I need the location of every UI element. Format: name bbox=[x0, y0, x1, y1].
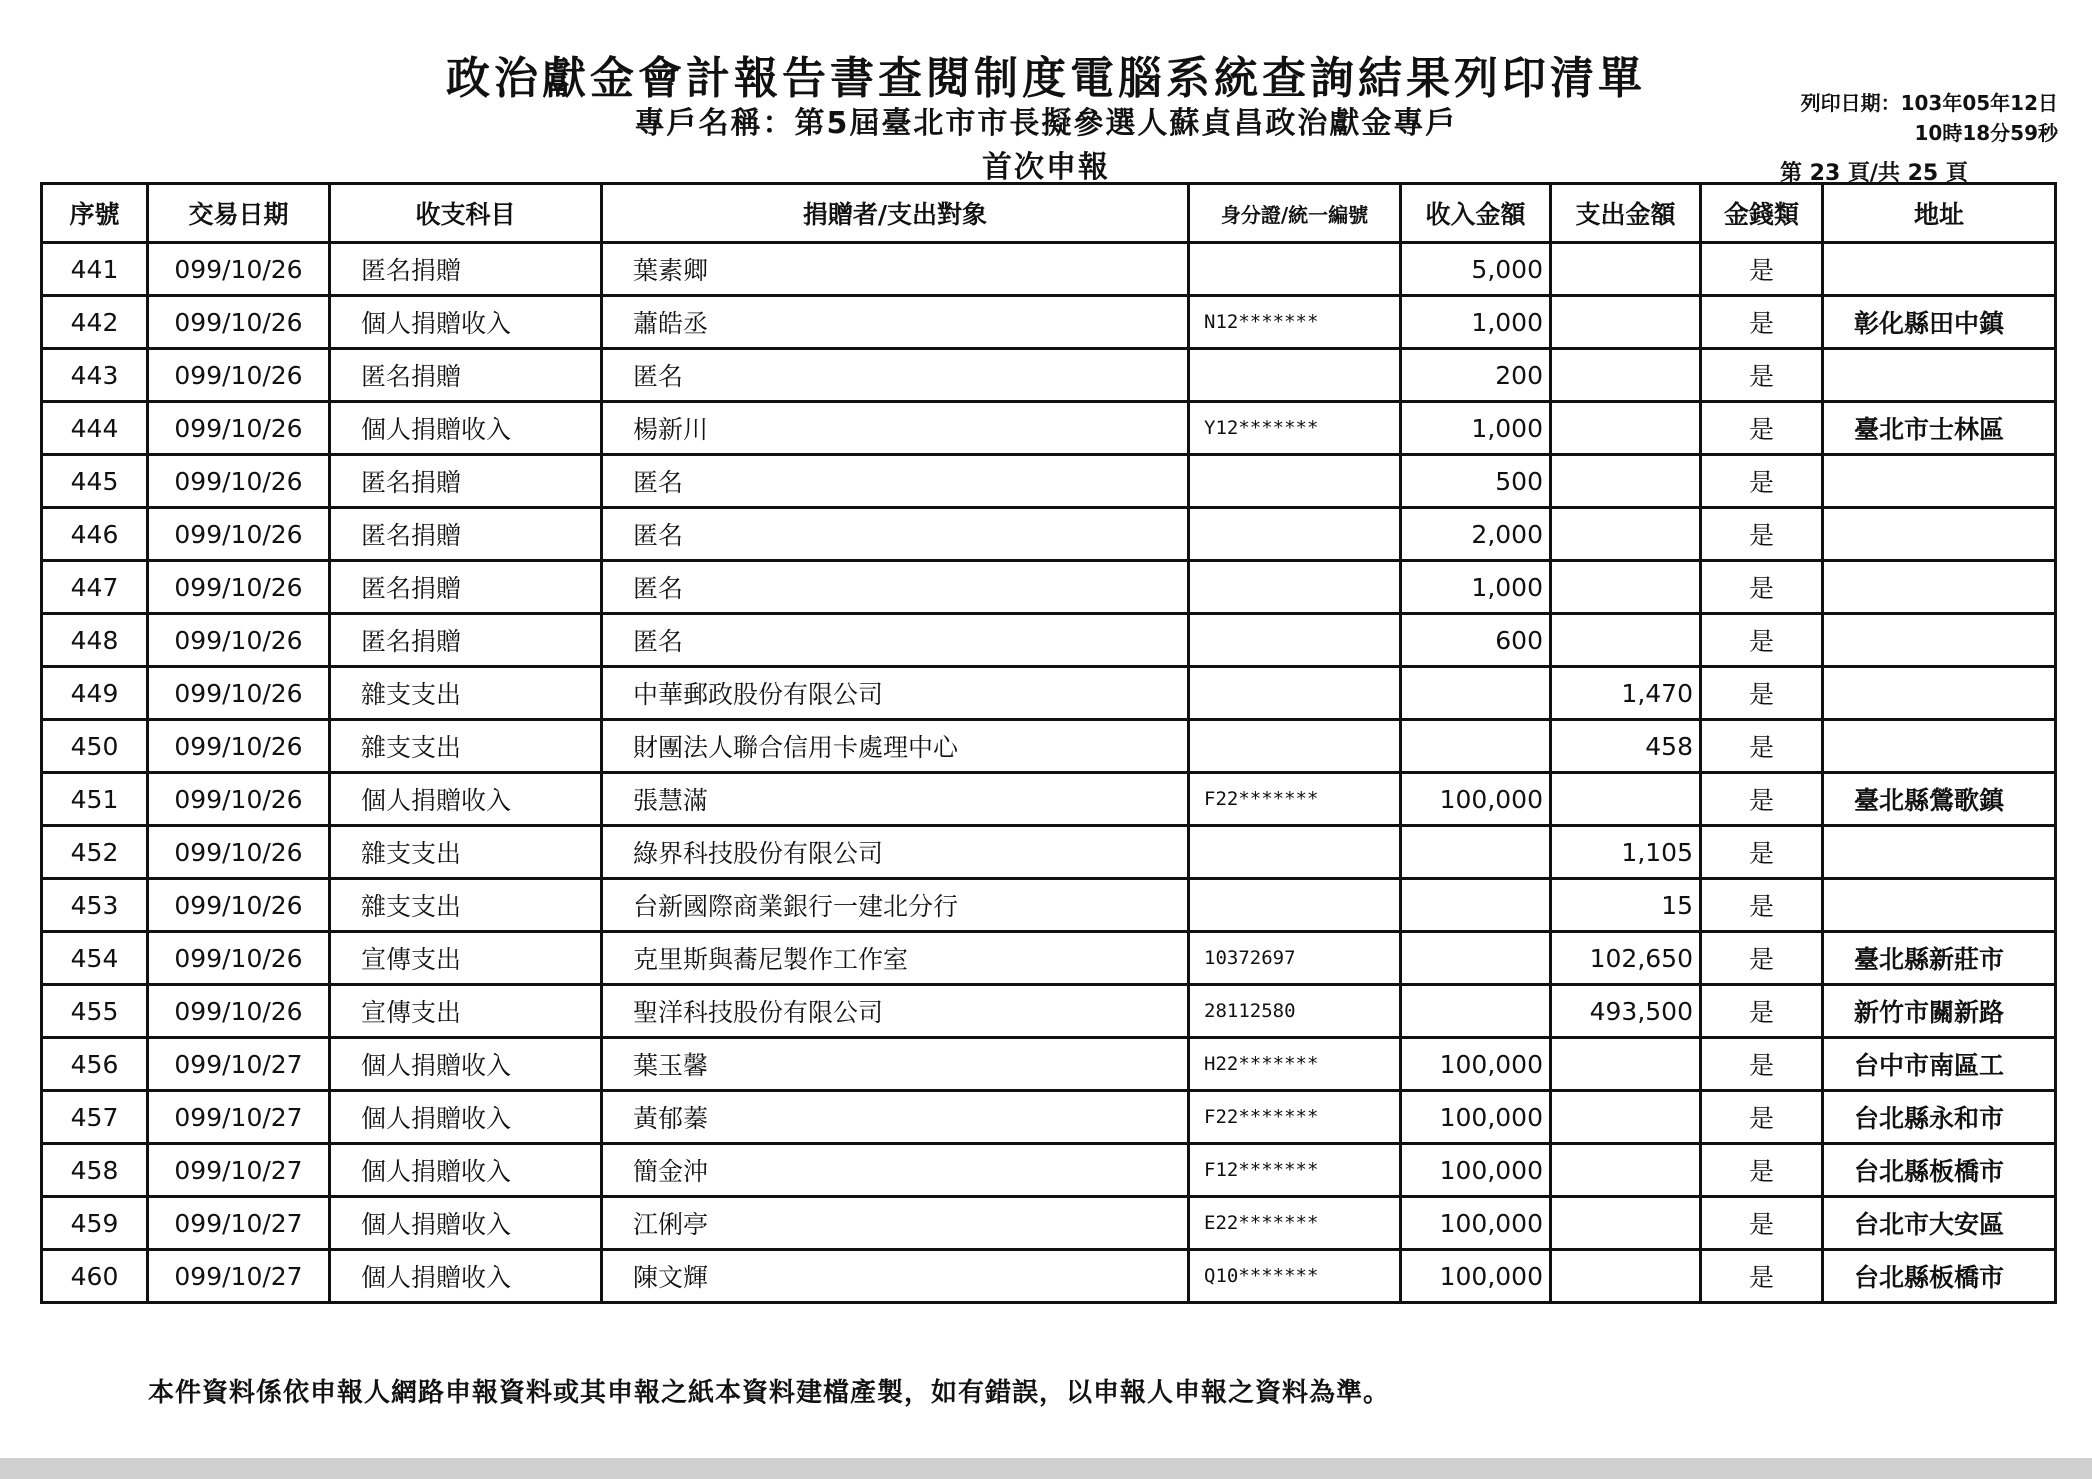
cell-party: 黃郁蓁 bbox=[602, 1091, 1189, 1144]
report-type: 首次申報 bbox=[982, 150, 1110, 185]
cell-address: 台中市南區工 bbox=[1823, 1038, 2056, 1091]
cell-id bbox=[1189, 614, 1401, 667]
cell-expense bbox=[1551, 1197, 1701, 1250]
cell-id: 28112580 bbox=[1189, 985, 1401, 1038]
cell-category: 雜支支出 bbox=[330, 720, 602, 773]
cell-income: 100,000 bbox=[1401, 773, 1551, 826]
cell-date: 099/10/26 bbox=[148, 508, 330, 561]
cell-id: F12******* bbox=[1189, 1144, 1401, 1197]
cell-expense bbox=[1551, 349, 1701, 402]
cell-id bbox=[1189, 455, 1401, 508]
cell-expense bbox=[1551, 296, 1701, 349]
cell-party: 張慧滿 bbox=[602, 773, 1189, 826]
cell-party: 台新國際商業銀行一建北分行 bbox=[602, 879, 1189, 932]
cell-no: 454 bbox=[42, 932, 148, 985]
cell-date: 099/10/26 bbox=[148, 879, 330, 932]
cell-address: 臺北市士林區 bbox=[1823, 402, 2056, 455]
table-row bbox=[42, 243, 2056, 296]
cell-date: 099/10/26 bbox=[148, 296, 330, 349]
cell-cash: 是 bbox=[1701, 826, 1823, 879]
table-row bbox=[42, 1250, 2056, 1303]
cell-expense bbox=[1551, 1038, 1701, 1091]
cell-category: 雜支支出 bbox=[330, 826, 602, 879]
cell-cash: 是 bbox=[1701, 985, 1823, 1038]
cell-party: 匿名 bbox=[602, 561, 1189, 614]
cell-address bbox=[1823, 349, 2056, 402]
cell-address: 臺北縣鶯歌鎮 bbox=[1823, 773, 2056, 826]
table-header-row bbox=[42, 184, 2056, 243]
cell-party: 蕭皓丞 bbox=[602, 296, 1189, 349]
cell-address bbox=[1823, 720, 2056, 773]
cell-party: 克里斯與蕎尼製作工作室 bbox=[602, 932, 1189, 985]
cell-id: N12******* bbox=[1189, 296, 1401, 349]
table-row bbox=[42, 349, 2056, 402]
cell-cash: 是 bbox=[1701, 879, 1823, 932]
cell-id bbox=[1189, 561, 1401, 614]
table-row bbox=[42, 296, 2056, 349]
cell-id: F22******* bbox=[1189, 773, 1401, 826]
cell-cash: 是 bbox=[1701, 614, 1823, 667]
cell-income: 100,000 bbox=[1401, 1197, 1551, 1250]
report-title: 政治獻金會計報告書查閱制度電腦系統查詢結果列印清單 bbox=[446, 53, 1646, 104]
cell-date: 099/10/26 bbox=[148, 667, 330, 720]
cell-no: 448 bbox=[42, 614, 148, 667]
cell-income: 600 bbox=[1401, 614, 1551, 667]
table-row bbox=[42, 1038, 2056, 1091]
cell-no: 459 bbox=[42, 1197, 148, 1250]
cell-address bbox=[1823, 243, 2056, 296]
cell-category: 個人捐贈收入 bbox=[330, 773, 602, 826]
cell-no: 441 bbox=[42, 243, 148, 296]
cell-no: 458 bbox=[42, 1144, 148, 1197]
cell-cash: 是 bbox=[1701, 455, 1823, 508]
table-row bbox=[42, 720, 2056, 773]
cell-category: 匿名捐贈 bbox=[330, 508, 602, 561]
cell-no: 455 bbox=[42, 985, 148, 1038]
cell-id bbox=[1189, 720, 1401, 773]
cell-category: 雜支支出 bbox=[330, 879, 602, 932]
cell-income: 100,000 bbox=[1401, 1144, 1551, 1197]
cell-cash: 是 bbox=[1701, 1038, 1823, 1091]
cell-income bbox=[1401, 879, 1551, 932]
cell-id bbox=[1189, 879, 1401, 932]
cell-expense bbox=[1551, 1091, 1701, 1144]
cell-cash: 是 bbox=[1701, 1250, 1823, 1303]
cell-party: 陳文輝 bbox=[602, 1250, 1189, 1303]
cell-expense: 15 bbox=[1551, 879, 1701, 932]
cell-date: 099/10/26 bbox=[148, 561, 330, 614]
cell-id bbox=[1189, 349, 1401, 402]
cell-income: 1,000 bbox=[1401, 561, 1551, 614]
table-row bbox=[42, 773, 2056, 826]
cell-date: 099/10/27 bbox=[148, 1250, 330, 1303]
cell-income: 1,000 bbox=[1401, 402, 1551, 455]
cell-expense: 493,500 bbox=[1551, 985, 1701, 1038]
cell-income: 100,000 bbox=[1401, 1091, 1551, 1144]
cell-party: 聖洋科技股份有限公司 bbox=[602, 985, 1189, 1038]
table-row bbox=[42, 667, 2056, 720]
cell-expense bbox=[1551, 402, 1701, 455]
cell-category: 匿名捐贈 bbox=[330, 349, 602, 402]
cell-cash: 是 bbox=[1701, 720, 1823, 773]
transactions-table bbox=[40, 182, 2057, 1304]
cell-date: 099/10/26 bbox=[148, 402, 330, 455]
cell-no: 452 bbox=[42, 826, 148, 879]
table-row bbox=[42, 1091, 2056, 1144]
cell-id bbox=[1189, 243, 1401, 296]
cell-address: 新竹市關新路 bbox=[1823, 985, 2056, 1038]
cell-id: Y12******* bbox=[1189, 402, 1401, 455]
cell-id: 10372697 bbox=[1189, 932, 1401, 985]
cell-party: 綠界科技股份有限公司 bbox=[602, 826, 1189, 879]
table-row bbox=[42, 1144, 2056, 1197]
table-row bbox=[42, 402, 2056, 455]
cell-cash: 是 bbox=[1701, 773, 1823, 826]
cell-party: 江俐亭 bbox=[602, 1197, 1189, 1250]
col-header-cash: 金錢類 bbox=[1701, 184, 1823, 243]
cell-expense: 458 bbox=[1551, 720, 1701, 773]
table-row bbox=[42, 1197, 2056, 1250]
cell-date: 099/10/26 bbox=[148, 773, 330, 826]
cell-expense bbox=[1551, 455, 1701, 508]
cell-id: Q10******* bbox=[1189, 1250, 1401, 1303]
cell-no: 444 bbox=[42, 402, 148, 455]
cell-date: 099/10/26 bbox=[148, 455, 330, 508]
cell-category: 個人捐贈收入 bbox=[330, 1250, 602, 1303]
cell-no: 446 bbox=[42, 508, 148, 561]
cell-expense bbox=[1551, 1250, 1701, 1303]
cell-expense: 1,470 bbox=[1551, 667, 1701, 720]
cell-id bbox=[1189, 667, 1401, 720]
col-header-expense: 支出金額 bbox=[1551, 184, 1701, 243]
table-body bbox=[42, 243, 2056, 1303]
cell-expense: 1,105 bbox=[1551, 826, 1701, 879]
cell-address bbox=[1823, 879, 2056, 932]
cell-address bbox=[1823, 508, 2056, 561]
cell-no: 443 bbox=[42, 349, 148, 402]
cell-party: 簡金沖 bbox=[602, 1144, 1189, 1197]
cell-no: 460 bbox=[42, 1250, 148, 1303]
cell-no: 442 bbox=[42, 296, 148, 349]
cell-category: 個人捐贈收入 bbox=[330, 1144, 602, 1197]
cell-address: 台北縣板橋市 bbox=[1823, 1250, 2056, 1303]
cell-category: 個人捐贈收入 bbox=[330, 1197, 602, 1250]
cell-date: 099/10/27 bbox=[148, 1091, 330, 1144]
cell-income: 100,000 bbox=[1401, 1250, 1551, 1303]
cell-category: 個人捐贈收入 bbox=[330, 402, 602, 455]
cell-income bbox=[1401, 932, 1551, 985]
cell-id bbox=[1189, 508, 1401, 561]
table-row bbox=[42, 985, 2056, 1038]
cell-income: 200 bbox=[1401, 349, 1551, 402]
table-row bbox=[42, 614, 2056, 667]
table-row bbox=[42, 455, 2056, 508]
cell-cash: 是 bbox=[1701, 932, 1823, 985]
cell-income bbox=[1401, 826, 1551, 879]
cell-address bbox=[1823, 455, 2056, 508]
table-row bbox=[42, 826, 2056, 879]
cell-address bbox=[1823, 826, 2056, 879]
footer-note: 本件資料係依申報人網路申報資料或其申報之紙本資料建檔產製，如有錯誤，以申報人申報之資料為準。 bbox=[148, 1378, 1391, 1408]
col-header-date: 交易日期 bbox=[148, 184, 330, 243]
cell-cash: 是 bbox=[1701, 402, 1823, 455]
col-header-category: 收支科目 bbox=[330, 184, 602, 243]
cell-party: 葉玉馨 bbox=[602, 1038, 1189, 1091]
cell-category: 匿名捐贈 bbox=[330, 243, 602, 296]
table-row bbox=[42, 932, 2056, 985]
print-time: 10時18分59秒 bbox=[1914, 121, 2058, 145]
cell-no: 451 bbox=[42, 773, 148, 826]
cell-address: 臺北縣新莊市 bbox=[1823, 932, 2056, 985]
col-header-id: 身分證/統一編號 bbox=[1189, 184, 1401, 243]
cell-date: 099/10/27 bbox=[148, 1197, 330, 1250]
cell-category: 宣傳支出 bbox=[330, 985, 602, 1038]
cell-expense bbox=[1551, 773, 1701, 826]
cell-address: 台北縣板橋市 bbox=[1823, 1144, 2056, 1197]
table-row bbox=[42, 508, 2056, 561]
cell-date: 099/10/27 bbox=[148, 1144, 330, 1197]
cell-date: 099/10/26 bbox=[148, 243, 330, 296]
cell-cash: 是 bbox=[1701, 1197, 1823, 1250]
cell-income bbox=[1401, 985, 1551, 1038]
cell-address: 彰化縣田中鎮 bbox=[1823, 296, 2056, 349]
cell-address bbox=[1823, 614, 2056, 667]
cell-income: 1,000 bbox=[1401, 296, 1551, 349]
col-header-income: 收入金額 bbox=[1401, 184, 1551, 243]
cell-no: 456 bbox=[42, 1038, 148, 1091]
cell-party: 葉素卿 bbox=[602, 243, 1189, 296]
cell-no: 450 bbox=[42, 720, 148, 773]
col-header-party: 捐贈者/支出對象 bbox=[602, 184, 1189, 243]
cell-expense bbox=[1551, 561, 1701, 614]
cell-cash: 是 bbox=[1701, 561, 1823, 614]
cell-no: 449 bbox=[42, 667, 148, 720]
cell-expense bbox=[1551, 614, 1701, 667]
cell-cash: 是 bbox=[1701, 667, 1823, 720]
cell-no: 457 bbox=[42, 1091, 148, 1144]
bottom-edge bbox=[0, 1458, 2092, 1479]
cell-address bbox=[1823, 561, 2056, 614]
cell-income: 2,000 bbox=[1401, 508, 1551, 561]
cell-cash: 是 bbox=[1701, 1091, 1823, 1144]
cell-cash: 是 bbox=[1701, 508, 1823, 561]
cell-id: E22******* bbox=[1189, 1197, 1401, 1250]
print-info bbox=[1801, 88, 2058, 148]
cell-date: 099/10/26 bbox=[148, 614, 330, 667]
cell-income: 5,000 bbox=[1401, 243, 1551, 296]
cell-address bbox=[1823, 667, 2056, 720]
cell-address: 台北縣永和市 bbox=[1823, 1091, 2056, 1144]
cell-address: 台北市大安區 bbox=[1823, 1197, 2056, 1250]
cell-cash: 是 bbox=[1701, 243, 1823, 296]
cell-party: 中華郵政股份有限公司 bbox=[602, 667, 1189, 720]
cell-income: 500 bbox=[1401, 455, 1551, 508]
cell-id: H22******* bbox=[1189, 1038, 1401, 1091]
cell-party: 匿名 bbox=[602, 508, 1189, 561]
cell-expense: 102,650 bbox=[1551, 932, 1701, 985]
table-row bbox=[42, 561, 2056, 614]
cell-cash: 是 bbox=[1701, 1144, 1823, 1197]
account-name: 專戶名稱：第5屆臺北市市長擬參選人蘇貞昌政治獻金專戶 bbox=[634, 106, 1458, 141]
cell-expense bbox=[1551, 1144, 1701, 1197]
cell-id: F22******* bbox=[1189, 1091, 1401, 1144]
cell-party: 匿名 bbox=[602, 614, 1189, 667]
cell-date: 099/10/26 bbox=[148, 932, 330, 985]
cell-cash: 是 bbox=[1701, 349, 1823, 402]
cell-income bbox=[1401, 720, 1551, 773]
cell-date: 099/10/26 bbox=[148, 826, 330, 879]
col-header-address: 地址 bbox=[1823, 184, 2056, 243]
cell-id bbox=[1189, 826, 1401, 879]
cell-no: 447 bbox=[42, 561, 148, 614]
cell-party: 匿名 bbox=[602, 349, 1189, 402]
cell-category: 雜支支出 bbox=[330, 667, 602, 720]
table-row bbox=[42, 879, 2056, 932]
cell-category: 個人捐贈收入 bbox=[330, 296, 602, 349]
cell-party: 匿名 bbox=[602, 455, 1189, 508]
col-header-no: 序號 bbox=[42, 184, 148, 243]
print-date: 列印日期：103年05年12日 bbox=[1800, 91, 2058, 115]
cell-income: 100,000 bbox=[1401, 1038, 1551, 1091]
cell-category: 宣傳支出 bbox=[330, 932, 602, 985]
cell-date: 099/10/26 bbox=[148, 349, 330, 402]
cell-category: 個人捐贈收入 bbox=[330, 1091, 602, 1144]
cell-category: 匿名捐贈 bbox=[330, 561, 602, 614]
cell-category: 匿名捐贈 bbox=[330, 455, 602, 508]
cell-cash: 是 bbox=[1701, 296, 1823, 349]
cell-expense bbox=[1551, 508, 1701, 561]
cell-date: 099/10/27 bbox=[148, 1038, 330, 1091]
cell-no: 445 bbox=[42, 455, 148, 508]
cell-date: 099/10/26 bbox=[148, 720, 330, 773]
cell-category: 個人捐贈收入 bbox=[330, 1038, 602, 1091]
page-indicator: 第 23 頁/共 25 頁 bbox=[1780, 161, 1968, 186]
cell-party: 楊新川 bbox=[602, 402, 1189, 455]
cell-no: 453 bbox=[42, 879, 148, 932]
cell-category: 匿名捐贈 bbox=[330, 614, 602, 667]
cell-date: 099/10/26 bbox=[148, 985, 330, 1038]
cell-income bbox=[1401, 667, 1551, 720]
cell-expense bbox=[1551, 243, 1701, 296]
cell-party: 財團法人聯合信用卡處理中心 bbox=[602, 720, 1189, 773]
